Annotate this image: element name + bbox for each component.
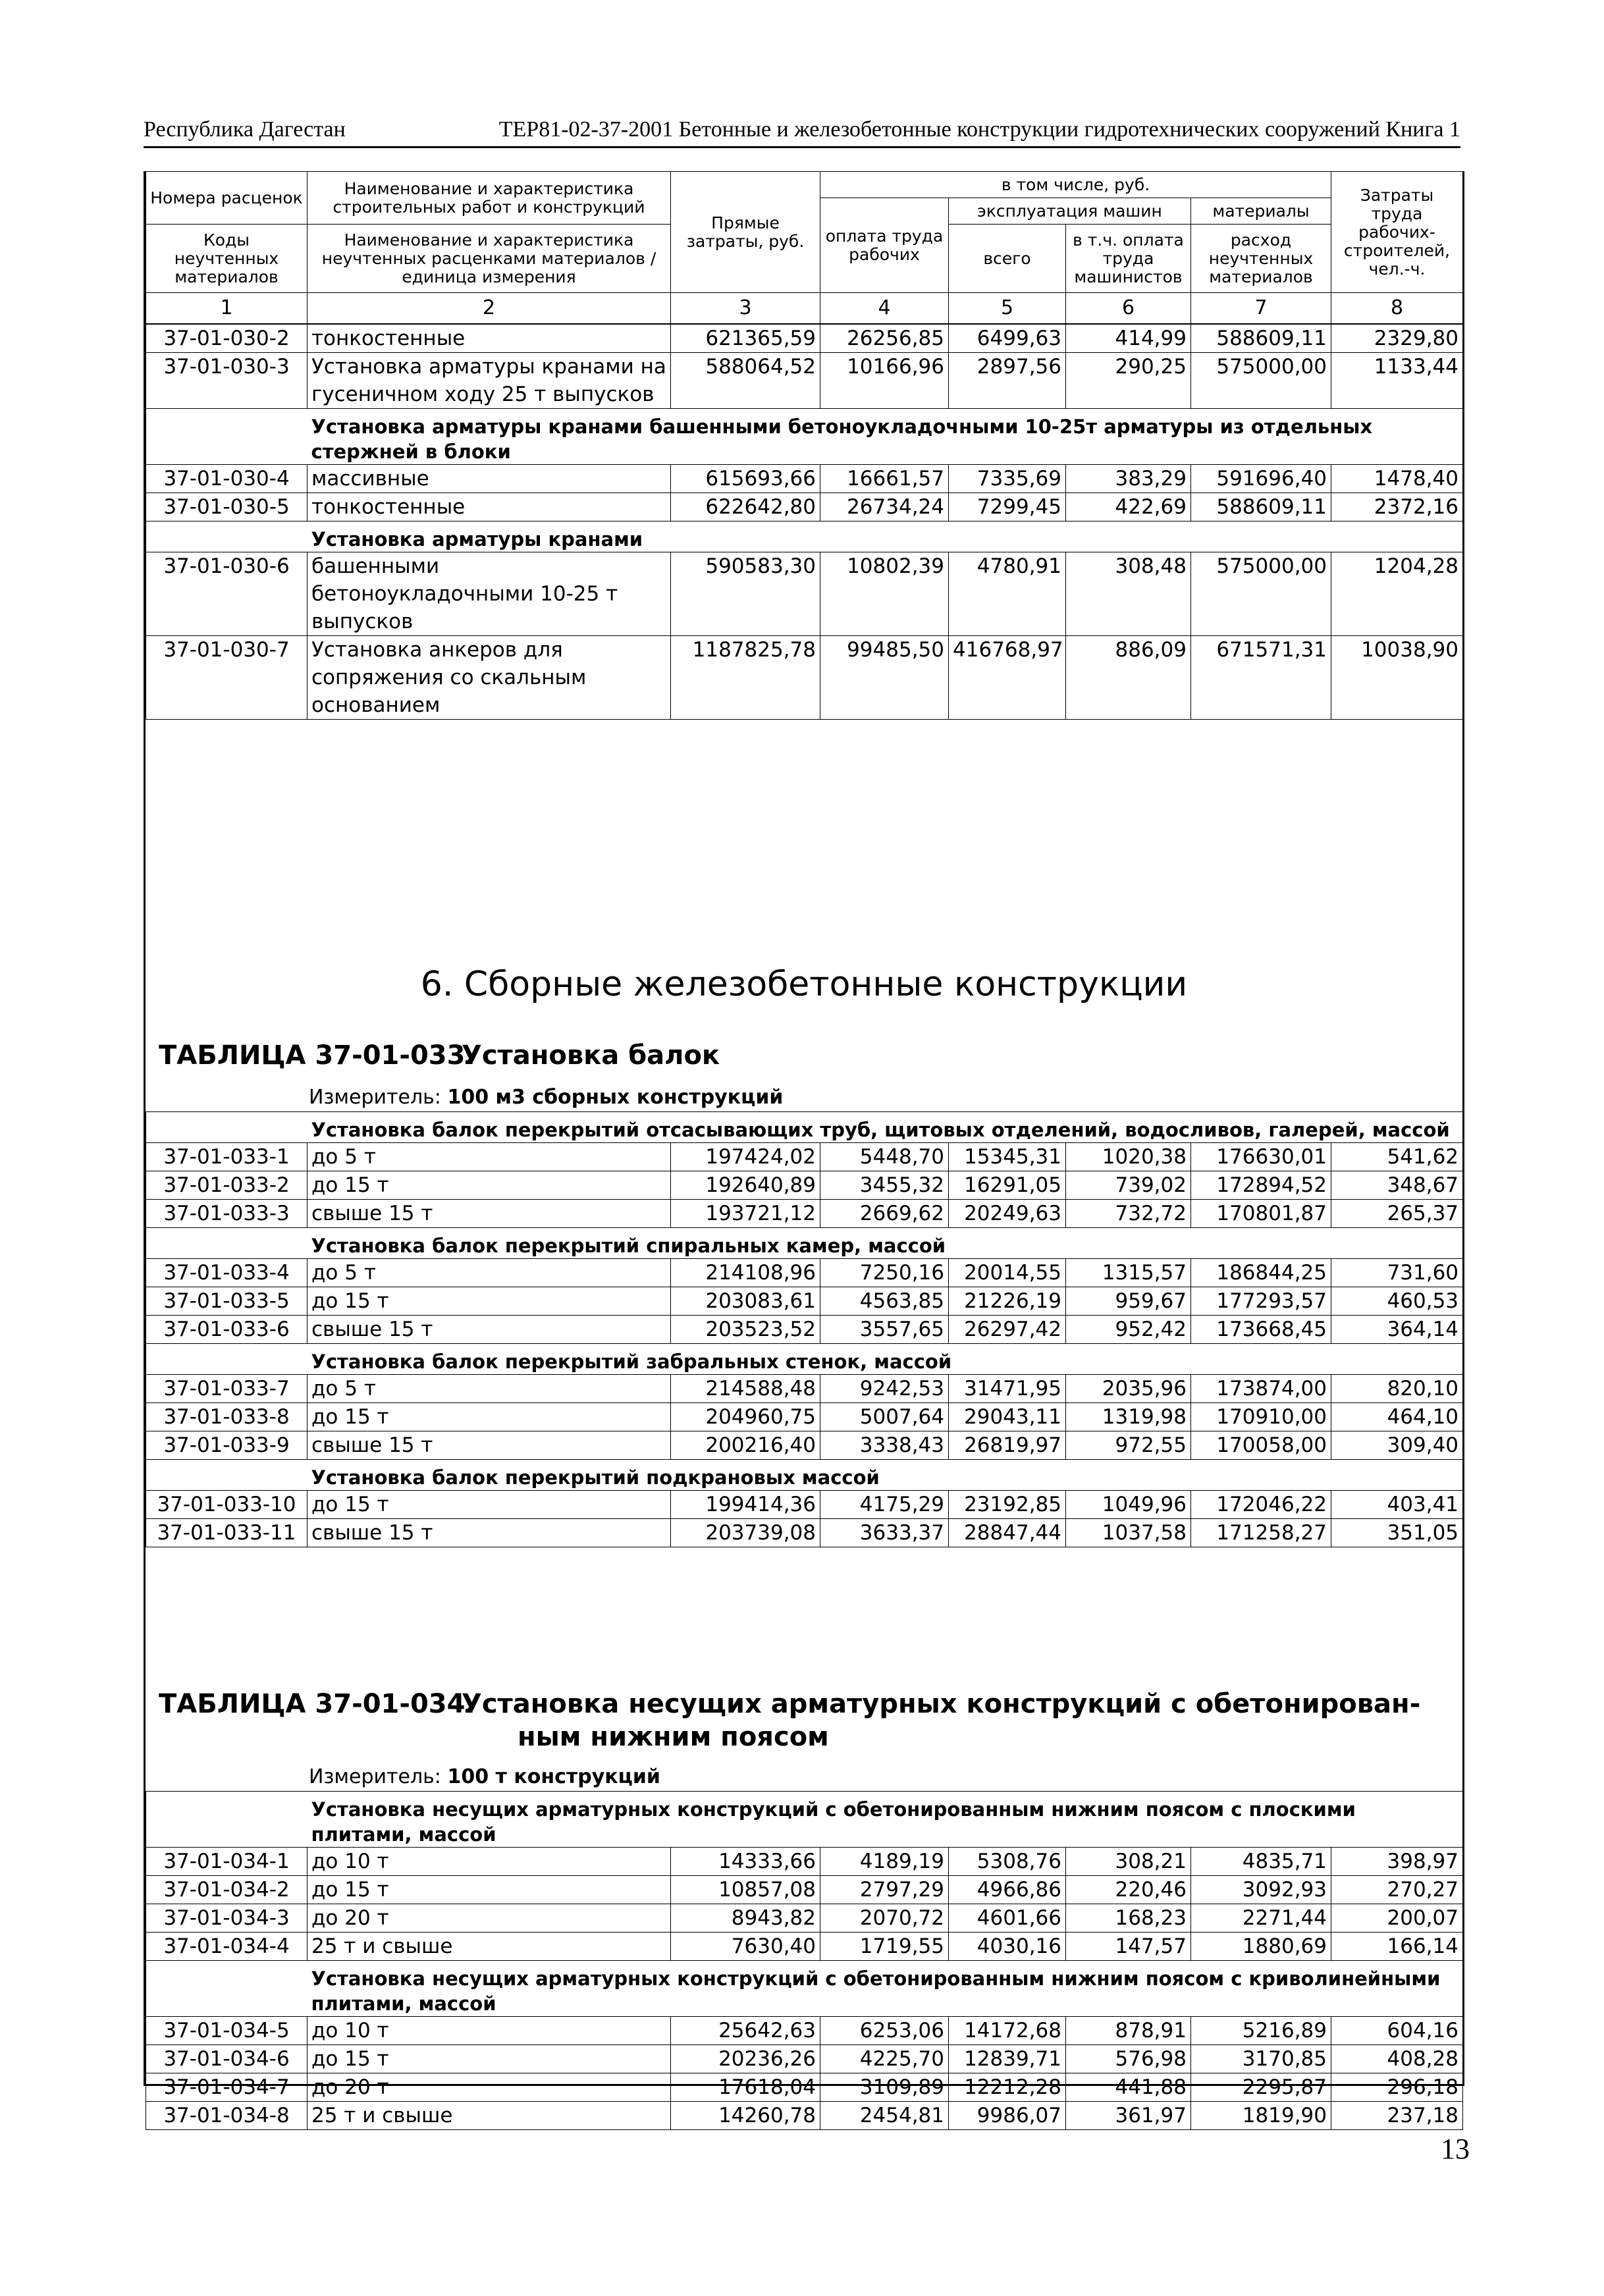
labor-hours: 403,41 (1331, 1491, 1463, 1519)
direct-costs: 25642,63 (671, 2017, 820, 2045)
header-materials: материалы (1191, 198, 1331, 225)
empty-cell (146, 521, 307, 552)
table-033-measure (309, 1085, 783, 1110)
rate-code: 37-01-033-2 (146, 1171, 307, 1200)
work-name: свыше 15 т (307, 1519, 671, 1547)
running-header-left: Республика Дагестан (144, 117, 346, 142)
materials-cost: 2295,87 (1191, 2073, 1331, 2102)
materials-cost: 1880,69 (1191, 1933, 1331, 1961)
work-name: Установка арматуры кранами на гусеничном ходу 25 т выпусков (307, 353, 671, 409)
labor-wages: 26256,85 (820, 325, 949, 353)
work-name: до 10 т (307, 1848, 671, 1876)
empty-cell (146, 1344, 307, 1375)
machines-total: 26819,97 (949, 1431, 1066, 1460)
work-name: до 15 т (307, 1287, 671, 1316)
direct-costs: 622642,80 (671, 493, 820, 521)
table-row (146, 325, 1463, 353)
materials-cost: 186844,25 (1191, 1259, 1331, 1287)
direct-costs: 590583,30 (671, 552, 820, 636)
machines-total: 2897,56 (949, 353, 1066, 409)
labor-hours: 348,67 (1331, 1171, 1463, 1200)
labor-wages: 5007,64 (820, 1403, 949, 1431)
machines-total: 26297,42 (949, 1316, 1066, 1344)
rate-code: 37-01-034-2 (146, 1876, 307, 1904)
column-number: 6 (1066, 293, 1191, 324)
labor-wages: 2669,62 (820, 1200, 949, 1228)
labor-wages: 26734,24 (820, 493, 949, 521)
machines-total: 20014,55 (949, 1259, 1066, 1287)
direct-costs: 203739,08 (671, 1519, 820, 1547)
header-col4: оплата труда рабочих (820, 198, 949, 293)
materials-cost: 172894,52 (1191, 1171, 1331, 1200)
direct-costs: 193721,12 (671, 1200, 820, 1228)
table-row (146, 636, 1463, 720)
direct-costs: 214588,48 (671, 1375, 820, 1403)
table-034-name-line2: ным нижним поясом (518, 1722, 829, 1752)
table-row (146, 2045, 1463, 2073)
labor-hours: 460,53 (1331, 1287, 1463, 1316)
header-col7: расход неучтенных материалов (1191, 225, 1331, 293)
header-col6: в т.ч. оплата труда машинистов (1066, 225, 1191, 293)
table-row (146, 1933, 1463, 1961)
labor-wages: 4175,29 (820, 1491, 949, 1519)
machinist-wages: 1315,57 (1066, 1259, 1191, 1287)
machines-total: 21226,19 (949, 1287, 1066, 1316)
labor-wages: 3109,89 (820, 2073, 949, 2102)
direct-costs: 214108,96 (671, 1259, 820, 1287)
machines-total: 15345,31 (949, 1143, 1066, 1171)
labor-wages: 1719,55 (820, 1933, 949, 1961)
machinist-wages: 147,57 (1066, 1933, 1191, 1961)
measure-unit: 100 т конструкций (447, 1765, 660, 1788)
labor-wages: 9242,53 (820, 1375, 949, 1403)
page-number: 13 (1441, 2133, 1470, 2165)
machines-total: 12839,71 (949, 2045, 1066, 2073)
table-row (146, 2073, 1463, 2102)
rate-code: 37-01-034-6 (146, 2045, 307, 2073)
work-name: до 15 т (307, 1171, 671, 1200)
materials-cost: 176630,01 (1191, 1143, 1331, 1171)
rate-code: 37-01-033-7 (146, 1375, 307, 1403)
rate-code: 37-01-034-4 (146, 1933, 307, 1961)
labor-hours: 200,07 (1331, 1904, 1463, 1933)
machines-total: 14172,68 (949, 2017, 1066, 2045)
subheading-row (146, 1344, 1463, 1375)
header-machines: эксплуатация машин (949, 198, 1191, 225)
empty-cell (146, 1112, 307, 1143)
header-col8: Затраты труда рабочих-строителей, чел.-ч. (1331, 172, 1463, 293)
machinist-wages: 732,72 (1066, 1200, 1191, 1228)
labor-hours: 364,14 (1331, 1316, 1463, 1344)
empty-cell (146, 409, 307, 465)
machinist-wages: 1020,38 (1066, 1143, 1191, 1171)
labor-hours: 1204,28 (1331, 552, 1463, 636)
machines-total: 20249,63 (949, 1200, 1066, 1228)
column-number: 4 (820, 293, 949, 324)
table-033-label: ТАБЛИЦА 37-01-033. (159, 1040, 475, 1071)
subheading-row (146, 409, 1463, 465)
machinist-wages: 361,97 (1066, 2102, 1191, 2130)
subheading-text: Установка несущих арматурных конструкций с обетонированным нижним поясом с криволинейными плитами, массой (307, 1961, 1463, 2017)
measure-label: Измеритель: (309, 1765, 441, 1788)
labor-hours: 731,60 (1331, 1259, 1463, 1287)
empty-cell (146, 1460, 307, 1491)
subheading-text: Установка балок перекрытий подкрановых массой (307, 1460, 1463, 1491)
materials-cost: 2271,44 (1191, 1904, 1331, 1933)
header-col5: всего (949, 225, 1066, 293)
work-name: массивные (307, 465, 671, 493)
labor-wages: 2454,81 (820, 2102, 949, 2130)
column-number: 2 (307, 293, 671, 324)
rate-code: 37-01-030-3 (146, 353, 307, 409)
rate-code: 37-01-030-7 (146, 636, 307, 720)
labor-hours: 604,16 (1331, 2017, 1463, 2045)
labor-hours: 408,28 (1331, 2045, 1463, 2073)
work-name: до 10 т (307, 2017, 671, 2045)
rates-table-030 (146, 324, 1463, 720)
rate-code: 37-01-034-3 (146, 1904, 307, 1933)
table-row (146, 1491, 1463, 1519)
header-col1-top: Номера расценок (146, 172, 307, 225)
materials-cost: 177293,57 (1191, 1287, 1331, 1316)
machinist-wages: 290,25 (1066, 353, 1191, 409)
subheading-row (146, 1792, 1463, 1848)
machines-total: 31471,95 (949, 1375, 1066, 1403)
labor-wages: 10166,96 (820, 353, 949, 409)
empty-cell (146, 1961, 307, 2017)
table-row (146, 1143, 1463, 1171)
machinist-wages: 1319,98 (1066, 1403, 1191, 1431)
column-number: 1 (146, 293, 307, 324)
column-number: 5 (949, 293, 1066, 324)
materials-cost: 4835,71 (1191, 1848, 1331, 1876)
rate-code: 37-01-033-8 (146, 1403, 307, 1431)
machinist-wages: 952,42 (1066, 1316, 1191, 1344)
column-number: 7 (1191, 293, 1331, 324)
materials-cost: 170801,87 (1191, 1200, 1331, 1228)
labor-hours: 237,18 (1331, 2102, 1463, 2130)
machinist-wages: 168,23 (1066, 1904, 1191, 1933)
machines-total: 7335,69 (949, 465, 1066, 493)
rate-code: 37-01-030-6 (146, 552, 307, 636)
work-name: башенными бетоноукладочными 10-25 т выпусков (307, 552, 671, 636)
table-row (146, 1876, 1463, 1904)
direct-costs: 588064,52 (671, 353, 820, 409)
work-name: до 15 т (307, 1491, 671, 1519)
materials-cost: 1819,90 (1191, 2102, 1331, 2130)
rate-code: 37-01-033-11 (146, 1519, 307, 1547)
subheading-text: Установка несущих арматурных конструкций с обетонированным нижним поясом с плоскими плитами, массой (307, 1792, 1463, 1848)
work-name: Установка анкеров для сопряжения со скальным основанием (307, 636, 671, 720)
direct-costs: 10857,08 (671, 1876, 820, 1904)
table-034-name-line1: Установка несущих арматурных конструкций с обетонирован- (462, 1689, 1421, 1719)
labor-hours: 541,62 (1331, 1143, 1463, 1171)
machinist-wages: 308,48 (1066, 552, 1191, 636)
labor-hours: 2329,80 (1331, 325, 1463, 353)
column-number: 8 (1331, 293, 1463, 324)
direct-costs: 1187825,78 (671, 636, 820, 720)
section-title: 6. Сборные железобетонные конструкции (420, 965, 1188, 1004)
table-row (146, 493, 1463, 521)
materials-cost: 588609,11 (1191, 325, 1331, 353)
machines-total: 7299,45 (949, 493, 1066, 521)
labor-wages: 5448,70 (820, 1143, 949, 1171)
table-row (146, 1171, 1463, 1200)
labor-hours: 265,37 (1331, 1200, 1463, 1228)
labor-hours: 309,40 (1331, 1431, 1463, 1460)
labor-hours: 820,10 (1331, 1375, 1463, 1403)
direct-costs: 203083,61 (671, 1287, 820, 1316)
direct-costs: 615693,66 (671, 465, 820, 493)
direct-costs: 203523,52 (671, 1316, 820, 1344)
machines-total: 416768,97 (949, 636, 1066, 720)
table-row (146, 1259, 1463, 1287)
running-header-right: ТЕР81-02-37-2001 Бетонные и железобетонные конструкции гидротехнических сооружений Книга 1 (498, 117, 1460, 142)
rate-code: 37-01-033-10 (146, 1491, 307, 1519)
materials-cost: 173668,45 (1191, 1316, 1331, 1344)
machines-total: 16291,05 (949, 1171, 1066, 1200)
machinist-wages: 1037,58 (1066, 1519, 1191, 1547)
materials-cost: 575000,00 (1191, 552, 1331, 636)
table-row (146, 2017, 1463, 2045)
machinist-wages: 2035,96 (1066, 1375, 1191, 1403)
work-name: до 20 т (307, 2073, 671, 2102)
subheading-text: Установка арматуры кранами башенными бетоноукладочными 10-25т арматуры из отдельных стержней в блоки (307, 409, 1463, 465)
table-034-measure (309, 1765, 660, 1790)
table-033-title (159, 1039, 720, 1072)
materials-cost: 3170,85 (1191, 2045, 1331, 2073)
machines-total: 4030,16 (949, 1933, 1066, 1961)
machinist-wages: 441,88 (1066, 2073, 1191, 2102)
labor-wages: 16661,57 (820, 465, 949, 493)
machinist-wages: 383,29 (1066, 465, 1191, 493)
direct-costs: 200216,40 (671, 1431, 820, 1460)
rates-table-033 (146, 1111, 1463, 1547)
work-name: до 15 т (307, 1403, 671, 1431)
machinist-wages: 220,46 (1066, 1876, 1191, 1904)
labor-hours: 464,10 (1331, 1403, 1463, 1431)
machinist-wages: 1049,96 (1066, 1491, 1191, 1519)
labor-wages: 3557,65 (820, 1316, 949, 1344)
work-name: свыше 15 т (307, 1431, 671, 1460)
header-col2-top: Наименование и характеристика строительных работ и конструкций (307, 172, 671, 225)
work-name: свыше 15 т (307, 1316, 671, 1344)
machines-total: 12212,28 (949, 2073, 1066, 2102)
materials-cost: 170910,00 (1191, 1403, 1331, 1431)
header-col2-bottom: Наименование и характеристика неучтенных расценками материалов / единица измерения (307, 225, 671, 293)
machinist-wages: 308,21 (1066, 1848, 1191, 1876)
machines-total: 4966,86 (949, 1876, 1066, 1904)
machinist-wages: 576,98 (1066, 2045, 1191, 2073)
labor-hours: 1478,40 (1331, 465, 1463, 493)
work-name: до 5 т (307, 1375, 671, 1403)
rates-table-034 (146, 1791, 1463, 2130)
materials-cost: 671571,31 (1191, 636, 1331, 720)
header-group: в том числе, руб. (820, 172, 1331, 198)
materials-cost: 172046,22 (1191, 1491, 1331, 1519)
labor-hours: 398,97 (1331, 1848, 1463, 1876)
machines-total: 29043,11 (949, 1403, 1066, 1431)
materials-cost: 575000,00 (1191, 353, 1331, 409)
table-row (146, 1375, 1463, 1403)
work-name: до 5 т (307, 1143, 671, 1171)
machinist-wages: 422,69 (1066, 493, 1191, 521)
work-name: свыше 15 т (307, 1200, 671, 1228)
direct-costs: 621365,59 (671, 325, 820, 353)
page-frame (144, 171, 1464, 2127)
empty-cell (146, 1792, 307, 1848)
column-numbers (146, 293, 1463, 324)
machines-total: 4601,66 (949, 1904, 1066, 1933)
measure-unit: 100 м3 сборных конструкций (447, 1086, 784, 1109)
labor-hours: 296,18 (1331, 2073, 1463, 2102)
machines-total: 4780,91 (949, 552, 1066, 636)
work-name: до 20 т (307, 1904, 671, 1933)
machinist-wages: 878,91 (1066, 2017, 1191, 2045)
labor-wages: 4225,70 (820, 2045, 949, 2073)
machines-total: 9986,07 (949, 2102, 1066, 2130)
labor-hours: 2372,16 (1331, 493, 1463, 521)
header-col3: Прямые затраты, руб. (671, 172, 820, 293)
table-row (146, 1316, 1463, 1344)
work-name: 25 т и свыше (307, 1933, 671, 1961)
labor-wages: 3633,37 (820, 1519, 949, 1547)
table-row (146, 2102, 1463, 2130)
direct-costs: 7630,40 (671, 1933, 820, 1961)
rate-code: 37-01-033-4 (146, 1259, 307, 1287)
rate-code: 37-01-033-6 (146, 1316, 307, 1344)
subheading-row (146, 521, 1463, 552)
labor-hours: 10038,90 (1331, 636, 1463, 720)
labor-hours: 270,27 (1331, 1876, 1463, 1904)
rate-code: 37-01-033-3 (146, 1200, 307, 1228)
subheading-row (146, 1460, 1463, 1491)
work-name: 25 т и свыше (307, 2102, 671, 2130)
table-034-title (159, 1688, 1420, 1753)
machinist-wages: 886,09 (1066, 636, 1191, 720)
subheading-text: Установка балок перекрытий забральных стенок, массой (307, 1344, 1463, 1375)
labor-wages: 4189,19 (820, 1848, 949, 1876)
column-number: 3 (671, 293, 820, 324)
machines-total: 6499,63 (949, 325, 1066, 353)
measure-label: Измеритель: (309, 1086, 441, 1109)
materials-cost: 3092,93 (1191, 1876, 1331, 1904)
direct-costs: 14333,66 (671, 1848, 820, 1876)
materials-cost: 591696,40 (1191, 465, 1331, 493)
materials-cost: 171258,27 (1191, 1519, 1331, 1547)
table-034-label: ТАБЛИЦА 37-01-034. (159, 1689, 475, 1719)
materials-cost: 5216,89 (1191, 2017, 1331, 2045)
direct-costs: 14260,78 (671, 2102, 820, 2130)
rate-code: 37-01-034-5 (146, 2017, 307, 2045)
rate-code: 37-01-030-4 (146, 465, 307, 493)
table-row (146, 1403, 1463, 1431)
rate-code: 37-01-033-5 (146, 1287, 307, 1316)
empty-cell (146, 1228, 307, 1259)
subheading-text: Установка балок перекрытий спиральных камер, массой (307, 1228, 1463, 1259)
direct-costs: 199414,36 (671, 1491, 820, 1519)
header-rule (144, 146, 1460, 148)
table-row (146, 1519, 1463, 1547)
table-row (146, 1904, 1463, 1933)
machines-total: 28847,44 (949, 1519, 1066, 1547)
direct-costs: 20236,26 (671, 2045, 820, 2073)
labor-wages: 2070,72 (820, 1904, 949, 1933)
subheading-row (146, 1961, 1463, 2017)
machinist-wages: 414,99 (1066, 325, 1191, 353)
machines-total: 5308,76 (949, 1848, 1066, 1876)
direct-costs: 17618,04 (671, 2073, 820, 2102)
machinist-wages: 739,02 (1066, 1171, 1191, 1200)
rate-code: 37-01-034-1 (146, 1848, 307, 1876)
work-name: до 5 т (307, 1259, 671, 1287)
table-row (146, 1848, 1463, 1876)
labor-wages: 6253,06 (820, 2017, 949, 2045)
table-row (146, 465, 1463, 493)
materials-cost: 170058,00 (1191, 1431, 1331, 1460)
labor-wages: 3338,43 (820, 1431, 949, 1460)
direct-costs: 197424,02 (671, 1143, 820, 1171)
subheading-text: Установка балок перекрытий отсасывающих труб, щитовых отделений, водосливов, галерей, массой (307, 1112, 1463, 1143)
table-row (146, 1200, 1463, 1228)
table-row (146, 1287, 1463, 1316)
table-header (146, 171, 1463, 324)
direct-costs: 192640,89 (671, 1171, 820, 1200)
labor-wages: 10802,39 (820, 552, 949, 636)
labor-hours: 351,05 (1331, 1519, 1463, 1547)
table-row (146, 552, 1463, 636)
table-row (146, 353, 1463, 409)
work-name: тонкостенные (307, 325, 671, 353)
work-name: тонкостенные (307, 493, 671, 521)
header-col1-bottom: Коды неучтенных материалов (146, 225, 307, 293)
labor-wages: 7250,16 (820, 1259, 949, 1287)
work-name: до 15 т (307, 1876, 671, 1904)
rate-code: 37-01-033-9 (146, 1431, 307, 1460)
labor-hours: 166,14 (1331, 1933, 1463, 1961)
labor-wages: 3455,32 (820, 1171, 949, 1200)
machinist-wages: 972,55 (1066, 1431, 1191, 1460)
labor-wages: 99485,50 (820, 636, 949, 720)
materials-cost: 588609,11 (1191, 493, 1331, 521)
rate-code: 37-01-030-5 (146, 493, 307, 521)
materials-cost: 173874,00 (1191, 1375, 1331, 1403)
labor-wages: 4563,85 (820, 1287, 949, 1316)
labor-wages: 2797,29 (820, 1876, 949, 1904)
rate-code: 37-01-030-2 (146, 325, 307, 353)
subheading-text: Установка арматуры кранами (307, 521, 1463, 552)
direct-costs: 204960,75 (671, 1403, 820, 1431)
table-033-name: Установка балок (462, 1040, 720, 1071)
subheading-row (146, 1112, 1463, 1143)
work-name: до 15 т (307, 2045, 671, 2073)
table-row (146, 1431, 1463, 1460)
subheading-row (146, 1228, 1463, 1259)
machinist-wages: 959,67 (1066, 1287, 1191, 1316)
direct-costs: 8943,82 (671, 1904, 820, 1933)
rate-code: 37-01-034-8 (146, 2102, 307, 2130)
labor-hours: 1133,44 (1331, 353, 1463, 409)
rate-code: 37-01-034-7 (146, 2073, 307, 2102)
machines-total: 23192,85 (949, 1491, 1066, 1519)
rate-code: 37-01-033-1 (146, 1143, 307, 1171)
